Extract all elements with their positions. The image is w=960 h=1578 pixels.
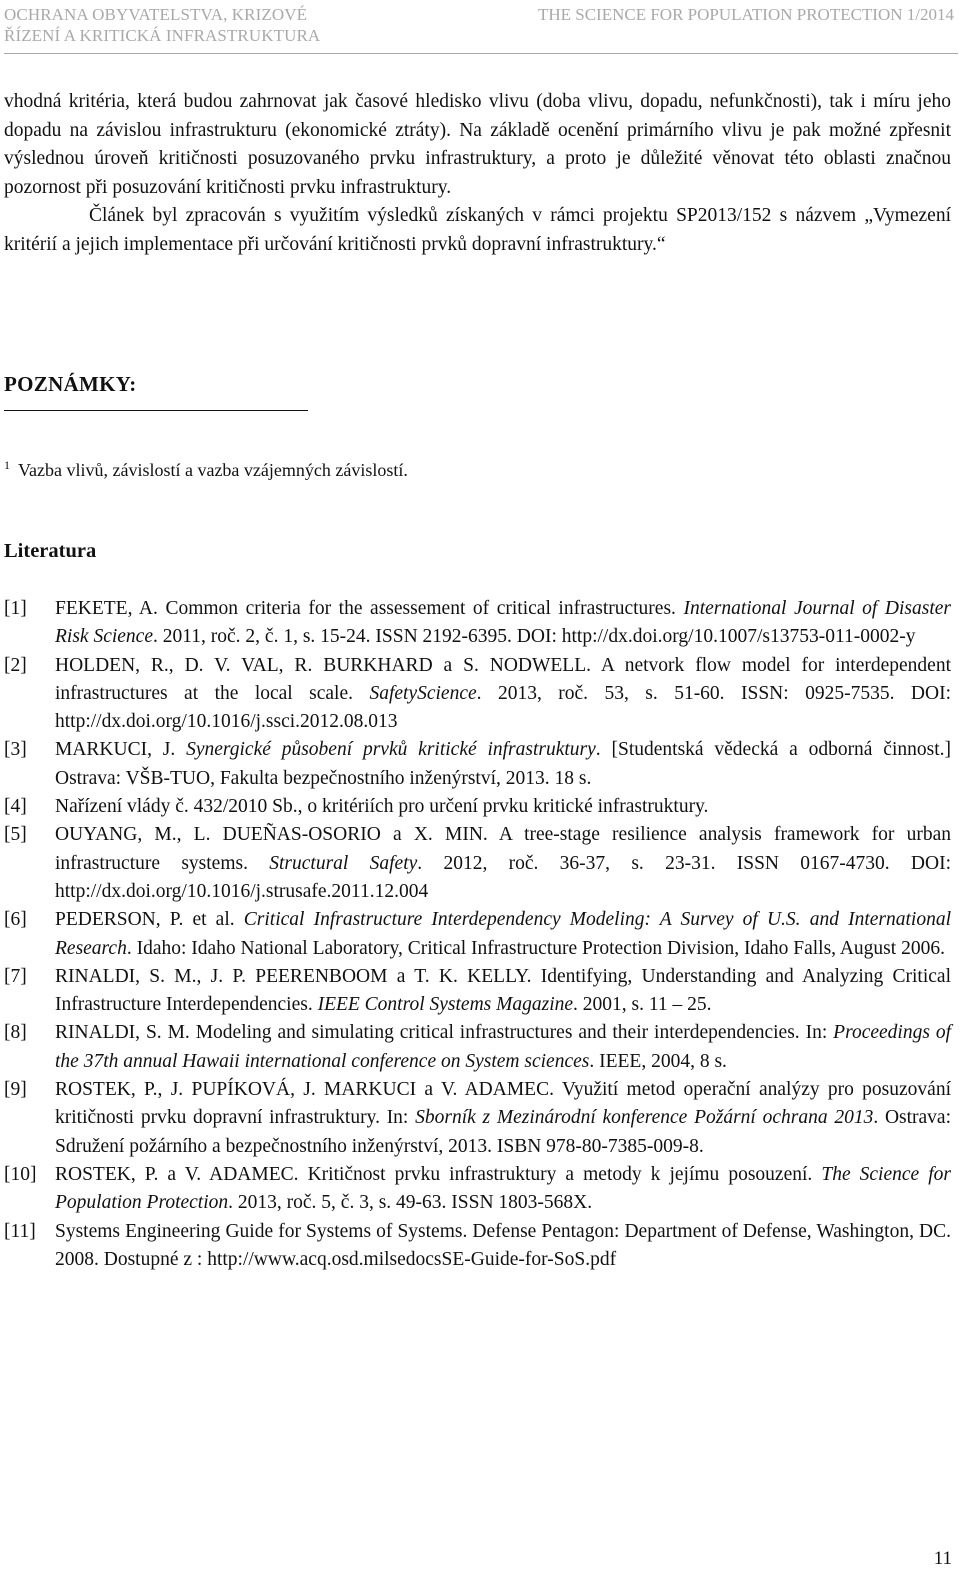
reference-list [4,595,951,1274]
reference-item [4,1076,951,1161]
header-left-line1: OCHRANA OBYVATELSTVA, KRIZOVÉ [4,5,308,24]
reference-number: [6] [4,909,27,931]
header-left-line2: ŘÍZENÍ A KRITICKÁ INFRASTRUKTURA [4,26,321,45]
reference-item [4,652,951,737]
reference-item [4,793,951,821]
reference-number: [10] [4,1163,37,1185]
reference-number: [2] [4,654,27,676]
literature-heading: Literatura [4,540,97,562]
reference-number: [8] [4,1022,27,1044]
reference-text: ROSTEK, P. a V. ADAMEC. Kritičnost prvku infrastruktury a metody k jejímu posouzení. The Science for Population Protection. 2013, roč. 5, č. 3, s. 49-63. ISSN 1803-568X. [55,1163,951,1214]
reference-number: [3] [4,739,27,761]
body-paragraph-1: vhodná kritéria, která budou zahrnovat jak časové hledisko vlivu (doba vlivu, dopadu, nefunkčnosti), tak i míru jeho dopadu na závislou infrastrukturu (ekonomické ztráty). Na základě ocenění primárního vlivu je pak možné zpřesnit výslednou úroveň kritičnosti posuzovaného prvku infrastruktury, a proto je důležité věnovat této oblasti značnou pozornost při posuzování kritičnosti prvku infrastruktury. [4,91,951,198]
reference-item [4,821,951,906]
reference-text: HOLDEN, R., D. V. VAL, R. BURKHARD a S. NODWELL. A netvork flow model for interdependent infrastructures at the local scale. SafetyScience. 2013, roč. 53, s. 51-60. ISSN: 0925-7535. DOI: http://dx.doi.org/10.1016/j.ssci.2012.08.013 [55,654,951,733]
reference-text: OUYANG, M., L. DUEÑAS-OSORIO a X. MIN. A tree-stage resilience analysis framework for urban infrastructure systems. Structural Safety. 2012, roč. 36-37, s. 23-31. ISSN 0167-4730. DOI: http://dx.doi.org/10.1016/j.strusafe.2011.12.004 [55,824,952,902]
reference-number: [4] [4,796,27,818]
reference-item [4,595,951,652]
header-journal-czech [4,4,320,46]
running-header [4,4,954,52]
footnote [4,454,408,481]
footnote-number: 1 [4,458,10,472]
reference-number: [9] [4,1079,27,1101]
reference-item [4,1161,951,1218]
reference-item [4,1218,951,1275]
body-paragraph-2: Článek byl zpracován s využitím výsledků získaných v rámci projektu SP2013/152 s názvem „Vymezení kritérií a jejich implementace při určování kritičnosti prvků dopravní infrastruktury.“ [4,205,951,255]
reference-number: [7] [4,965,27,987]
reference-item [4,906,951,963]
notes-heading: POZNÁMKY: [4,372,137,396]
reference-item [4,1019,951,1076]
reference-number: [1] [4,598,27,619]
reference-text: Nařízení vlády č. 432/2010 Sb., o kritériích pro určení prvku kritické infrastruktury. [55,796,709,818]
header-journal-english: THE SCIENCE FOR POPULATION PROTECTION 1/2014 [537,5,954,24]
header-divider [4,53,958,54]
reference-text: PEDERSON, P. et al. Critical Infrastructure Interdependency Modeling: A Survey of U.S. and International Research. Idaho: Idaho National Laboratory, Critical Infrastructure Protection Division, Idaho Falls, August 2006. [55,909,951,959]
reference-text: RINALDI, S. M. Modeling and simulating critical infrastructures and their interdependencies. In: Proceedings of the 37th annual Hawaii international conference on System sciences. IEEE, 2004, 8 s. [55,1022,951,1072]
page-number: 11 [933,1548,952,1569]
reference-text: MARKUCI, J. Synergické působení prvků kritické infrastruktury. [Studentská vědecká a odborná činnost.] Ostrava: VŠB-TUO, Fakulta bezpečnostního inženýrství, 2013. 18 s. [55,739,951,789]
footnote-text: Vazba vlivů, závislostí a vazba vzájemných závislostí. [18,460,408,480]
reference-number: [11] [4,1220,36,1242]
footnote-divider [4,410,308,411]
body-text [4,88,951,259]
reference-item [4,736,951,793]
reference-text: ROSTEK, P., J. PUPÍKOVÁ, J. MARKUCI a V. ADAMEC. Využití metod operační analýzy pro posuzování kritičnosti prvku dopravní infrastruktury. In: Sborník z Mezinárodní konference Požární ochrana 2013. Ostrava: Sdružení požárního a bezpečnostního inženýrství, 2013. ISBN 978-80-7385-009-8. [55,1079,952,1157]
reference-item [4,963,951,1020]
reference-number: [5] [4,824,27,846]
reference-text: Systems Engineering Guide for Systems of Systems. Defense Pentagon: Department of Defense, Washington, DC. 2008. Dostupné z : http://www.acq.osd.milsedocsSE-Guide-for-SoS.pdf [55,1220,951,1270]
reference-text: FEKETE, A. Common criteria for the assessement of critical infrastructures. International Journal of Disaster Risk Science. 2011, roč. 2, č. 1, s. 15-24. ISSN 2192-6395. DOI: http://dx.doi.org/10.1007/s13753-011-0002-y [55,598,951,648]
reference-text: RINALDI, S. M., J. P. PEERENBOOM a T. K. KELLY. Identifying, Understanding and Analyzing Critical Infrastructure Interdependencies. IEEE Control Systems Magazine. 2001, s. 11 – 25. [55,965,951,1016]
